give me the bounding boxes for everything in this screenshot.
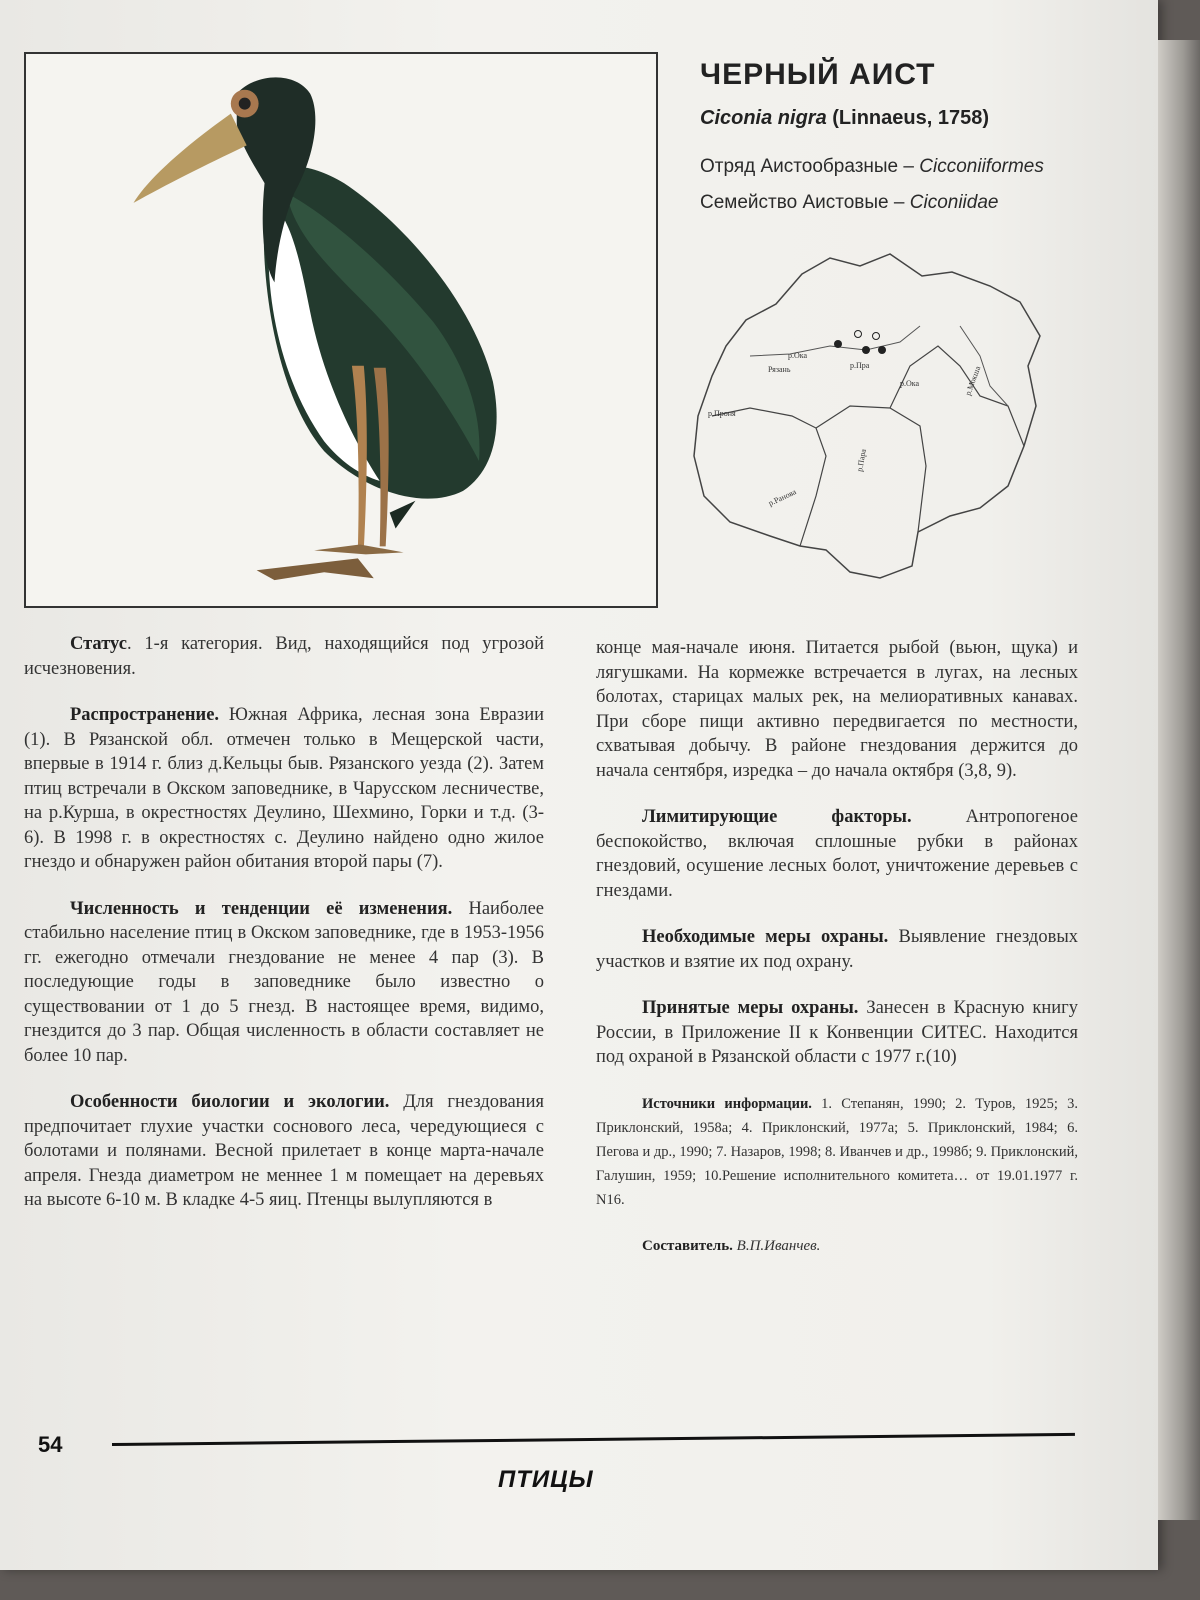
stork-drawing: [26, 54, 656, 606]
author-heading: Составитель.: [642, 1237, 733, 1254]
taxon-order: [700, 156, 1044, 178]
record-circle: [855, 331, 862, 338]
population-paragraph: [24, 897, 544, 1069]
black-stork-illustration: [24, 52, 658, 608]
latin-binomial: Ciconia nigra: [700, 107, 827, 129]
record-dot: [878, 346, 886, 354]
map-label-river: р.Проня: [708, 409, 736, 418]
taken-measures-heading: Принятые меры охраны.: [642, 998, 859, 1018]
author-name: В.П.Иванчев.: [732, 1237, 821, 1254]
family-latin: Ciconiidae: [909, 192, 999, 213]
population-text: Наиболее стабильно население птиц в Окском заповеднике, где в 1953-1956 гг. ежегодно отмечали гнездование не менее 4 пар (3). В последующие годы в заповеднике было известно о существовании от 1 до 5 гнезд. В настоящее время, видимо, гнездится до 3 пар. Общая численность в области составляет не более 10 пар.: [24, 898, 545, 1066]
distribution-map: [690, 246, 1070, 596]
author-paragraph: [596, 1234, 1078, 1259]
biology-continued-paragraph: [596, 636, 1078, 783]
limiting-text: Антропогеное беспокойство, включая сплошные рубки в районах гнездовий, осушение лесных болот, уничтожение деревьев с гнездами.: [596, 807, 1078, 901]
needed-measures-heading: Необходимые меры охраны.: [642, 927, 889, 947]
map-label-river: р.Мокша: [963, 364, 983, 397]
species-latin-name: [700, 107, 989, 130]
record-circle: [873, 333, 880, 340]
sources-heading: Источники информации.: [642, 1095, 812, 1112]
needed-measures-paragraph: [596, 925, 1078, 974]
biology-paragraph: [24, 1090, 544, 1213]
distribution-heading: Распространение.: [70, 705, 220, 725]
order-latin: Cicconiiformes: [919, 156, 1044, 177]
biology-text: Для гнездования предпочитает глухие участки соснового леса, чередующиеся с болотами и полянами. Весной прилетает в конце марта-начале апреля. Гнезда диаметром не меннее 1 м помещает на деревьях на высоте 6-10 м. В кладке 4-5 яиц. Птенцы вылупляются в: [24, 1092, 544, 1210]
species-title: ЧЕРНЫЙ АИСТ: [700, 58, 936, 91]
biology-heading: Особенности биологии и экологии.: [70, 1092, 390, 1112]
book-edge: [1158, 40, 1200, 1520]
sources-text: 1. Степанян, 1990; 2. Туров, 1925; 3. Приклонский, 1958а; 4. Приклонский, 1977а; 5. Приклонский, 1984; 6. Пегова и др., 1990; 7. Назаров, 1998; 8. Иванчев и др., 1998б; 9. Приклонский, Галушин, 1959; 10.Решение исполнительного комитета… от 19.01.1977 г. N16.: [596, 1095, 1078, 1208]
population-heading: Численность и тенденции её изменения.: [70, 898, 453, 919]
family-ru: Семейство Аистовые –: [700, 192, 910, 213]
map-label-river: р.Пара: [855, 448, 868, 473]
limiting-heading: Лимитирующие факторы.: [642, 807, 912, 827]
status-heading: Статус: [70, 634, 127, 654]
distribution-text: Южная Африка, лесная зона Евразии (1). В Рязанской обл. отмечен только в Мещерской части, впервые в 1914 г. близ д.Кельцы быв. Рязанского уезда (2). Затем птиц встречали в Окском заповеднике, в Чарусском лесничестве, на р.Курша, в окрестностях Деулино, Шехмино, Горки и т.д. (3-6). В 1998 г. в окрестностях с. Деулино найдено одно жилое гнездо и обнаружен район обитания второй пары (7).: [24, 705, 544, 872]
text-column-right: [596, 636, 1078, 1280]
map-label-river: р.Ока: [788, 351, 808, 360]
region-map-drawing: [690, 246, 1070, 596]
map-label-city: Рязань: [768, 365, 791, 374]
taken-measures-paragraph: [596, 996, 1078, 1070]
latin-authority: (Linnaeus, 1758): [832, 107, 989, 129]
map-label-river: р.Пра: [850, 361, 870, 370]
map-label-river: р.Ока: [900, 379, 920, 388]
page-number: 54: [38, 1432, 63, 1457]
record-dot: [862, 346, 870, 354]
sources-paragraph: [596, 1092, 1078, 1212]
status-text: . 1-я категория. Вид, находящийся под угрозой исчезновения.: [24, 634, 544, 679]
record-dot: [834, 340, 842, 348]
order-ru: Отряд Аистообразные –: [700, 156, 920, 177]
distribution-paragraph: [24, 703, 544, 875]
text-column-left: [24, 632, 544, 1235]
map-label-river: р.Ранова: [767, 487, 798, 508]
needed-measures-text: Выявление гнездовых участков и взятие их под охрану.: [596, 927, 1078, 972]
taken-measures-text: Занесен в Красную книгу России, в Приложение II к Конвенции СИТЕС. Находится под охраной в Рязанской области с 1977 г.(10): [596, 998, 1078, 1067]
biology-continued-text: конце мая-начале июня. Питается рыбой (вьюн, щука) и лягушками. На кормежке встречается в лугах, на лесных болотах, старицах малых рек, на мелиоративных канавах. При сборе пищи активно передвигается по местности, схватывая добычу. В районе гнездования держится до начала сентября, изредка – до начала октября (3,8, 9).: [596, 638, 1078, 781]
status-paragraph: [24, 632, 544, 681]
footer-rule: [112, 1433, 1075, 1446]
limiting-paragraph: [596, 805, 1078, 903]
taxon-family: [700, 192, 998, 214]
section-title: ПТИЦЫ: [498, 1466, 594, 1493]
